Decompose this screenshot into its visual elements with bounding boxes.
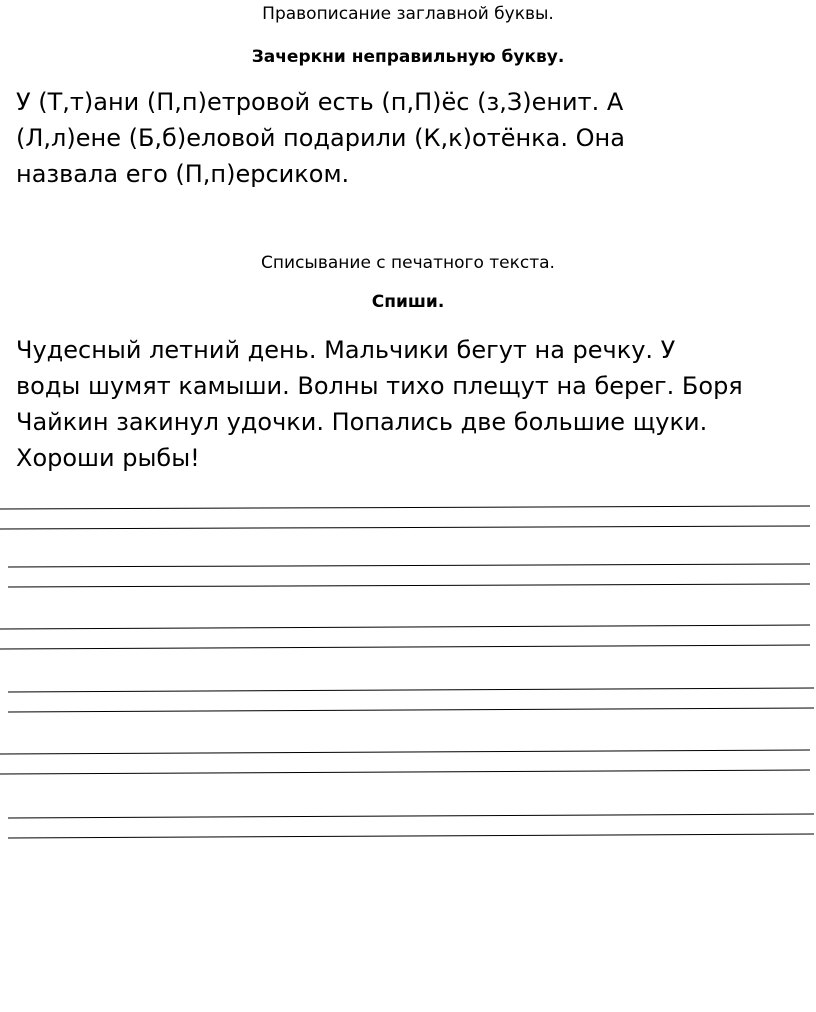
ruled-line bbox=[8, 688, 814, 692]
section1-text-line: У (Т,т)ани (П,п)етровой есть (п,П)ёс (з,З)енит. А bbox=[16, 88, 624, 116]
section1-instruction: Зачеркни неправильную букву. bbox=[251, 47, 565, 67]
section2-text-line: Хороши рыбы! bbox=[16, 444, 200, 472]
ruled-line bbox=[0, 750, 810, 754]
ruled-line bbox=[8, 834, 814, 838]
ruled-line bbox=[0, 770, 810, 774]
ruled-line bbox=[0, 526, 810, 529]
ruled-line bbox=[8, 814, 814, 818]
section2-text-line: Чудесный летний день. Мальчики бегут на речку. У bbox=[16, 336, 676, 364]
section2-text-line: воды шумят камыши. Волны тихо плещут на берег. Боря bbox=[16, 372, 743, 400]
section1-text-line: (Л,л)ене (Б,б)еловой подарили (К,к)отёнка. Она bbox=[16, 124, 625, 152]
ruled-line bbox=[0, 625, 810, 629]
section1-text-line: назвала его (П,п)ерсиком. bbox=[16, 160, 350, 188]
section2-text-line: Чайкин закинул удочки. Попались две большие щуки. bbox=[16, 408, 708, 436]
ruled-line bbox=[0, 506, 810, 509]
section2-instruction: Спиши. bbox=[371, 292, 445, 312]
ruled-line bbox=[8, 584, 810, 587]
ruled-line bbox=[8, 564, 810, 567]
ruled-line bbox=[8, 708, 814, 712]
ruled-line bbox=[0, 645, 810, 649]
section1-title: Правописание заглавной буквы. bbox=[262, 4, 554, 24]
section2-title: Списывание с печатного текста. bbox=[261, 253, 555, 273]
